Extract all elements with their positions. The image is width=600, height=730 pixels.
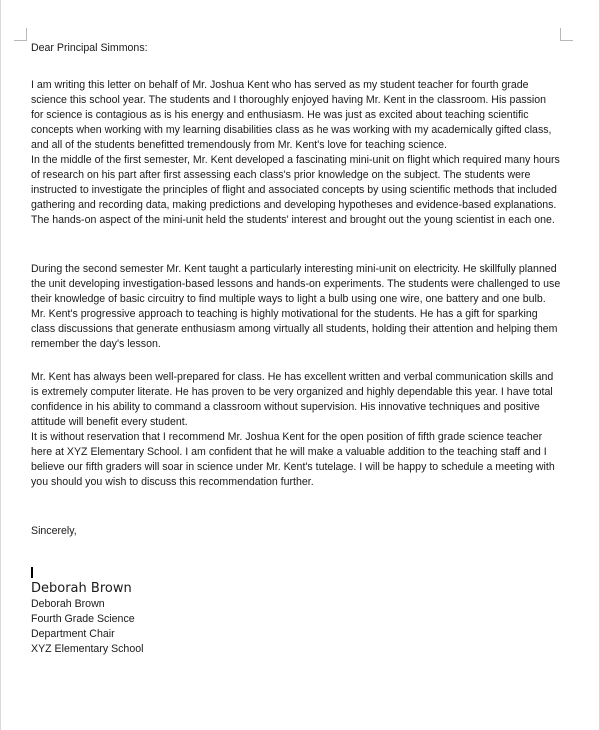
- paragraph-spacer: [31, 490, 561, 524]
- signature-spacer: [31, 539, 561, 567]
- paragraph-spacer: [31, 352, 561, 370]
- salutation: Dear Principal Simmons:: [31, 42, 148, 54]
- paragraph-electricity-unit: During the second semester Mr. Kent taught a particularly interesting mini-unit on electricity. He skillfully planned the unit developing investigation-based lessons and hands-on experiments. The students were challenged to use their knowledge of basic circuitry to find multiple ways to light a bulb using one wire, one battery and one bulb. Mr. Kent's progressive approach to teaching is highly motivational for the students. He has a gift for sparking class discussions that generate enthusiasm among virtually all students, holding their attention and helping them remember the day's lesson.: [31, 263, 561, 350]
- sender-role: Department Chair: [31, 628, 115, 640]
- paragraph-flight-unit: In the middle of the first semester, Mr. Kent developed a fascinating mini-unit on flight which required many hours of research on his part after first assessing each class's prior knowledge on the subject. The students were instructed to investigate the principles of flight and associated concepts by using scientific methods that included gathering and recording data, making predictions and developing hypotheses and evidence-based explanations. The hands-on aspect of the mini-unit held the students' interest and brought out the young scientist in each one.: [31, 154, 560, 226]
- paragraph-qualifications: Mr. Kent has always been well-prepared for class. He has excellent written and verbal communication skills and is extremely computer literate. He has proven to be very organized and highly dependable this year. I have total confidence in his ability to command a classroom without supervision. His innovative techniques and positive attitude will benefit every student.: [31, 371, 554, 428]
- text-cursor: [31, 567, 33, 578]
- margin-corner-mark-right: [560, 28, 573, 41]
- page-edge-left: [0, 0, 1, 730]
- paragraph-intro: I am writing this letter on behalf of Mr. Joshua Kent who has served as my student teacher for fourth grade science this school year. The students and I thoroughly enjoyed having Mr. Kent in the classroom. His passion for science is contagious as is his energy and enthusiasm. He was just as excited about teaching scientific concepts when working with my learning disabilities class as he was working with my academically gifted class, and all of the students benefitted tremendously from Mr. Kent's love for teaching science.: [31, 79, 552, 151]
- sender-school: XYZ Elementary School: [31, 643, 144, 655]
- margin-corner-mark-left: [14, 28, 27, 41]
- signature-name: Deborah Brown: [31, 581, 132, 596]
- paragraph-recommendation: It is without reservation that I recommend Mr. Joshua Kent for the open position of fifth grade science teacher here at XYZ Elementary School. I am confident that he will make a valuable addition to the teaching staff and I believe our fifth graders will soar in science under Mr. Kent's tutelage. I will be happy to schedule a meeting with you should you wish to discuss this recommendation further.: [31, 431, 555, 488]
- letter-body[interactable]: [31, 41, 561, 657]
- paragraph-spacer: [31, 228, 561, 262]
- sender-title: Fourth Grade Science: [31, 613, 135, 625]
- sender-name: Deborah Brown: [31, 598, 105, 610]
- closing: Sincerely,: [31, 525, 77, 537]
